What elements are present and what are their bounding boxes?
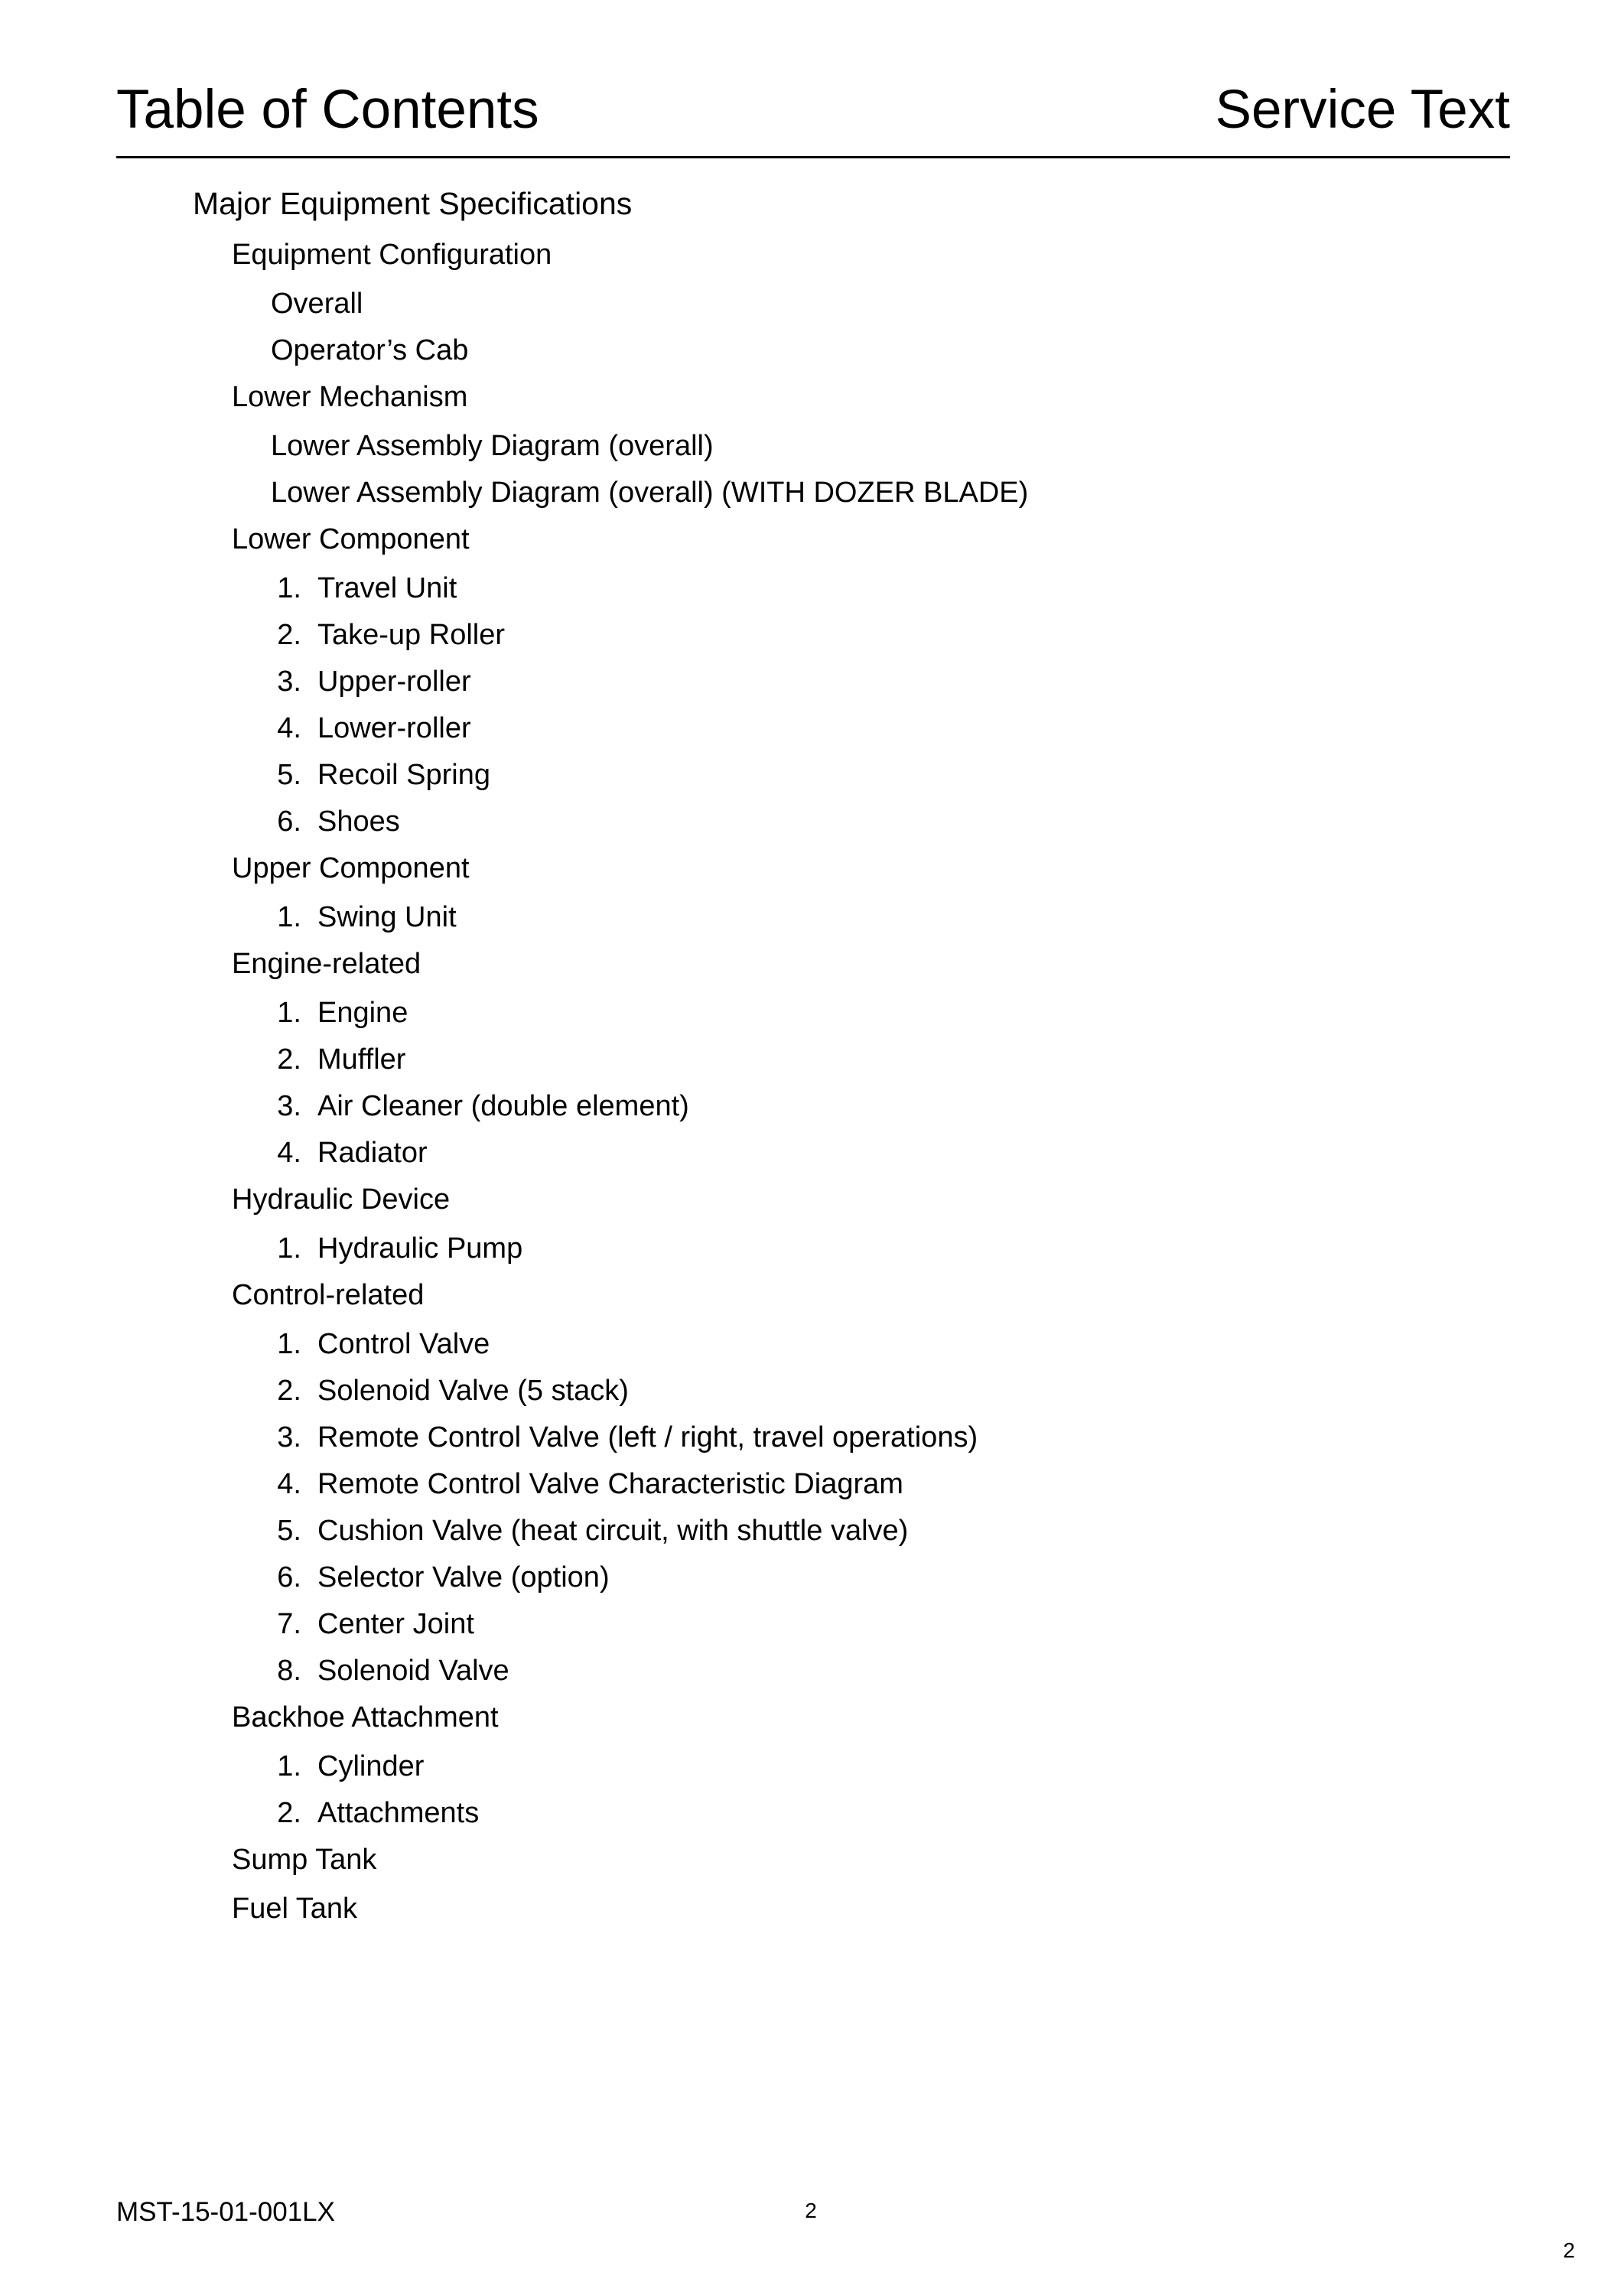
toc-item <box>0 1040 1624 1087</box>
toc-item-label: Control-related <box>232 1279 425 1311</box>
toc-item-label: Cushion Valve (heat circuit, with shuttle valve) <box>317 1515 909 1547</box>
toc-item <box>0 1465 1624 1512</box>
toc-item-number: 8. <box>277 1655 301 1687</box>
toc-item-label: Muffler <box>317 1043 406 1076</box>
toc-item <box>0 1325 1624 1372</box>
toc-item-label: Lower Assembly Diagram (overall) (WITH DOZER BLADE) <box>271 477 1029 509</box>
toc-item <box>0 662 1624 709</box>
toc-item-label: Shoes <box>317 806 400 838</box>
toc-item-label: Operator’s Cab <box>271 334 469 366</box>
toc-item-label: Hydraulic Device <box>232 1183 451 1216</box>
toc-item-number: 1. <box>277 1750 301 1782</box>
toc-item <box>0 1418 1624 1465</box>
toc-item-number: 1. <box>277 1232 301 1265</box>
page-title: Table of Contents <box>116 80 539 140</box>
toc-item <box>0 1087 1624 1134</box>
toc-item-label: Take-up Roller <box>317 619 505 651</box>
toc-item-number: 2. <box>277 619 301 651</box>
toc-item-number: 3. <box>277 1421 301 1454</box>
toc-subsection <box>0 849 1624 898</box>
toc-item-number: 3. <box>277 666 301 698</box>
toc-item-number: 4. <box>277 712 301 744</box>
toc-item-label: Engine-related <box>232 948 421 980</box>
toc-item <box>0 756 1624 802</box>
page-number: 2 <box>805 2199 817 2222</box>
toc-item-number: 5. <box>277 1515 301 1547</box>
toc-item <box>0 331 1624 378</box>
toc-subsection <box>0 1841 1624 1890</box>
table-of-contents <box>0 182 1624 1939</box>
toc-item-number: 6. <box>277 1561 301 1593</box>
toc-item-label: Recoil Spring <box>317 759 490 791</box>
toc-item <box>0 1229 1624 1276</box>
toc-item-number: 3. <box>277 1090 301 1122</box>
toc-item-label: Swing Unit <box>317 901 457 933</box>
toc-item-label: Fuel Tank <box>232 1893 358 1925</box>
toc-item-label: Lower-roller <box>317 712 471 744</box>
toc-item <box>0 802 1624 849</box>
toc-item <box>0 1372 1624 1418</box>
toc-subsection <box>0 945 1624 994</box>
toc-item <box>0 898 1624 945</box>
corner-page-number: 2 <box>1563 2238 1575 2262</box>
toc-item-label: Upper-roller <box>317 666 471 698</box>
toc-item-number: 1. <box>277 997 301 1029</box>
toc-item-label: Overall <box>271 288 363 320</box>
toc-subsection <box>0 1180 1624 1229</box>
toc-item-label: Upper Component <box>232 852 470 884</box>
toc-item <box>0 1134 1624 1180</box>
toc-item-number: 1. <box>277 1328 301 1360</box>
toc-item <box>0 709 1624 756</box>
document-number: MST-15-01-001LX <box>116 2197 335 2227</box>
toc-item-label: Backhoe Attachment <box>232 1701 499 1733</box>
toc-item-label: Radiator <box>317 1137 428 1169</box>
toc-item-label: Equipment Configuration <box>232 239 552 271</box>
toc-subsection <box>0 1276 1624 1325</box>
toc-item <box>0 994 1624 1040</box>
toc-item-label: Major Equipment Specifications <box>193 186 633 221</box>
toc-section <box>0 182 1624 236</box>
toc-item-label: Hydraulic Pump <box>317 1232 523 1265</box>
toc-item-number: 1. <box>277 572 301 604</box>
toc-item-label: Travel Unit <box>317 572 457 604</box>
toc-subsection <box>0 378 1624 427</box>
toc-item <box>0 474 1624 520</box>
toc-item-number: 7. <box>277 1608 301 1640</box>
page-header <box>116 73 1510 158</box>
toc-item-label: Sump Tank <box>232 1844 377 1876</box>
toc-item <box>0 427 1624 474</box>
toc-item-label: Lower Component <box>232 523 470 555</box>
toc-item-number: 4. <box>277 1137 301 1169</box>
toc-item-label: Cylinder <box>317 1750 425 1782</box>
toc-item <box>0 616 1624 662</box>
toc-item-number: 6. <box>277 806 301 838</box>
toc-item <box>0 1652 1624 1698</box>
toc-item-label: Center Joint <box>317 1608 474 1640</box>
toc-item-label: Air Cleaner (double element) <box>317 1090 689 1122</box>
toc-item-label: Solenoid Valve (5 stack) <box>317 1375 629 1407</box>
toc-item-label: Lower Assembly Diagram (overall) <box>271 430 714 462</box>
toc-item-label: Control Valve <box>317 1328 490 1360</box>
toc-item-label: Lower Mechanism <box>232 381 468 413</box>
toc-item-number: 4. <box>277 1468 301 1500</box>
toc-item-number: 2. <box>277 1375 301 1407</box>
toc-item <box>0 1605 1624 1652</box>
toc-item-label: Remote Control Valve (left / right, travel operations) <box>317 1421 978 1454</box>
toc-item <box>0 1794 1624 1841</box>
toc-item <box>0 285 1624 331</box>
toc-subsection <box>0 520 1624 569</box>
toc-item <box>0 1747 1624 1794</box>
toc-subsection <box>0 1698 1624 1747</box>
toc-item-label: Selector Valve (option) <box>317 1561 610 1593</box>
toc-item <box>0 569 1624 616</box>
toc-item <box>0 1512 1624 1558</box>
toc-item <box>0 1558 1624 1605</box>
toc-subsection <box>0 1890 1624 1939</box>
section-title: Service Text <box>1215 80 1510 140</box>
toc-item-number: 2. <box>277 1797 301 1829</box>
toc-item-number: 2. <box>277 1043 301 1076</box>
toc-item-label: Attachments <box>317 1797 480 1829</box>
toc-item-label: Engine <box>317 997 408 1029</box>
toc-subsection <box>0 236 1624 285</box>
toc-item-label: Solenoid Valve <box>317 1655 509 1687</box>
toc-item-number: 5. <box>277 759 301 791</box>
toc-item-label: Remote Control Valve Characteristic Diagram <box>317 1468 903 1500</box>
toc-item-number: 1. <box>277 901 301 933</box>
